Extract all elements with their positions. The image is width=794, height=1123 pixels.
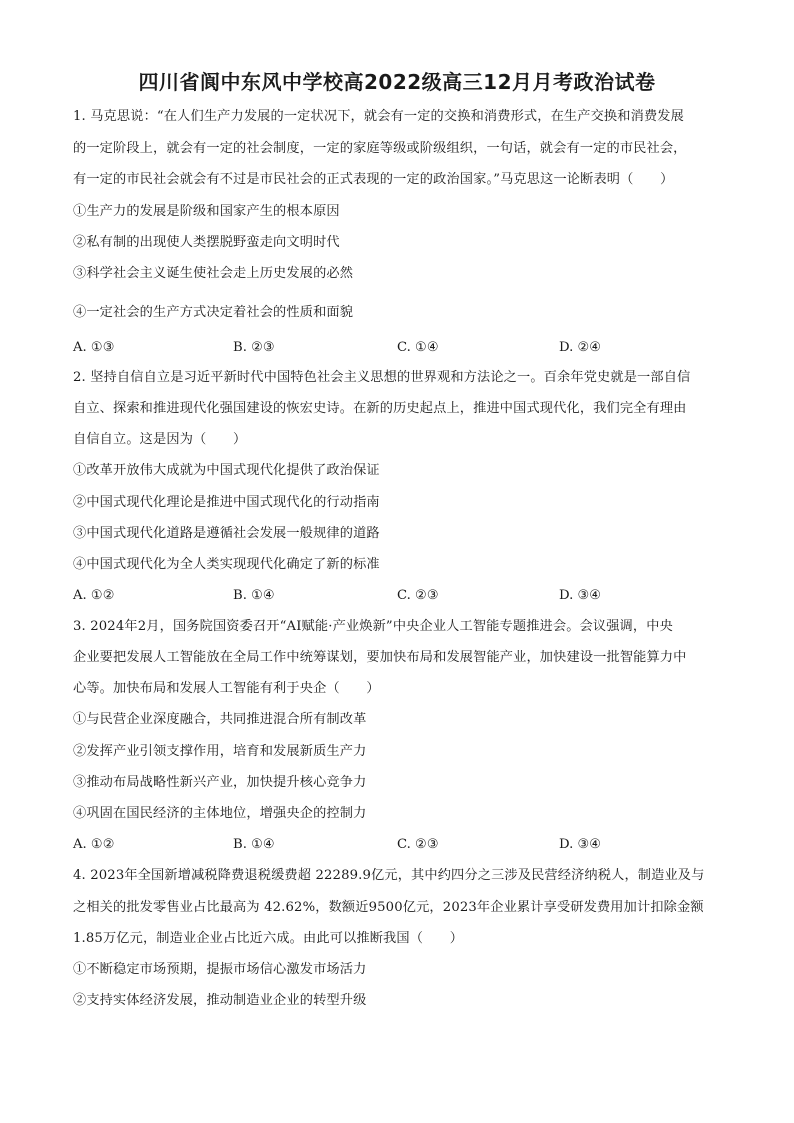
q1-option-a[interactable]: A. ①③ — [73, 340, 115, 355]
q3-stem-line-3: 心等。加快布局和发展人工智能有利于央企（ ） — [73, 681, 380, 696]
q2-option-d[interactable]: D. ③④ — [559, 588, 602, 603]
q3-item-4: ④巩固在国民经济的主体地位，增强央企的控制力 — [73, 806, 367, 821]
q3-option-d[interactable]: D. ③④ — [559, 837, 602, 852]
q1-option-c[interactable]: C. ①④ — [397, 340, 439, 355]
q3-item-2: ②发挥产业引领支撑作用，培育和发展新质生产力 — [73, 744, 367, 759]
q2-item-3: ③中国式现代化道路是遵循社会发展一般规律的道路 — [73, 526, 380, 541]
q1-stem-line-3: 有一定的市民社会就会有不过是市民社会的正式表现的一定的政治国家。”马克思这一论断表明（ ） — [73, 172, 674, 187]
page-title: 四川省阆中东风中学校高2022级高三12月月考政治试卷 — [138, 70, 656, 94]
q3-stem-line-1: 3. 2024年2月，国务院国资委召开“AI赋能·产业焕新”中央企业人工智能专题推进会。会议强调，中央 — [73, 619, 673, 634]
q3-options — [73, 835, 725, 855]
q2-option-b[interactable]: B. ①④ — [233, 588, 275, 603]
q3-item-1: ①与民营企业深度融合，共同推进混合所有制改革 — [73, 712, 367, 727]
q3-option-b[interactable]: B. ①④ — [233, 837, 275, 852]
q1-item-4: ④一定社会的生产方式决定着社会的性质和面貌 — [73, 305, 354, 320]
q2-options — [73, 586, 725, 606]
q1-options — [73, 338, 725, 358]
q2-option-a[interactable]: A. ①② — [73, 588, 115, 603]
q3-option-a[interactable]: A. ①② — [73, 837, 115, 852]
q1-option-d[interactable]: D. ②④ — [559, 340, 602, 355]
q4-item-2: ②支持实体经济发展，推动制造业企业的转型升级 — [73, 993, 367, 1008]
q2-option-c[interactable]: C. ②③ — [397, 588, 439, 603]
q1-stem-line-2: 的一定阶段上，就会有一定的社会制度，一定的家庭等级或阶级组织，一句话，就会有一定的市民社会， — [73, 141, 687, 156]
q3-option-c[interactable]: C. ②③ — [397, 837, 439, 852]
q2-item-2: ②中国式现代化理论是推进中国式现代化的行动指南 — [73, 495, 380, 510]
q1-option-b[interactable]: B. ②③ — [233, 340, 275, 355]
q2-stem-line-3: 自信自立。这是因为（ ） — [73, 432, 247, 447]
q2-item-1: ①改革开放伟大成就为中国式现代化提供了政治保证 — [73, 463, 380, 478]
q2-stem-line-1: 2. 坚持自信自立是习近平新时代中国特色社会主义思想的世界观和方法论之一。百余年党史就是一部自信 — [73, 370, 691, 385]
q1-item-2: ②私有制的出现使人类摆脱野蛮走向文明时代 — [73, 235, 340, 250]
q2-item-4: ④中国式现代化为全人类实现现代化确定了新的标准 — [73, 557, 380, 572]
q4-stem-line-2: 之相关的批发零售业占比最高为 42.62%，数额近9500亿元，2023年企业累计享受研发费用加计扣除金额 — [73, 900, 704, 915]
q1-item-1: ①生产力的发展是阶级和国家产生的根本原因 — [73, 204, 340, 219]
q1-stem-line-1: 1. 马克思说：“在人们生产力发展的一定状况下，就会有一定的交换和消费形式，在生产交换和消费发展 — [73, 109, 684, 124]
q3-stem-line-2: 企业要把发展人工智能放在全局工作中统筹谋划，要加快布局和发展智能产业，加快建设一批智能算力中 — [73, 650, 687, 665]
q2-stem-line-2: 自立、探索和推进现代化强国建设的恢宏史诗。在新的历史起点上，推进中国式现代化，我们完全有理由 — [73, 401, 687, 416]
q4-item-1: ①不断稳定市场预期，提振市场信心激发市场活力 — [73, 962, 367, 977]
q4-stem-line-1: 4. 2023年全国新增减税降费退税缓费超 22289.9亿元，其中约四分之三涉及民营经济纳税人，制造业及与 — [73, 868, 705, 883]
q4-stem-line-3: 1.85万亿元，制造业企业占比近六成。由此可以推断我国（ ） — [73, 931, 464, 946]
q1-item-3: ③科学社会主义诞生使社会走上历史发展的必然 — [73, 266, 354, 281]
q3-item-3: ③推动布局战略性新兴产业，加快提升核心竞争力 — [73, 775, 367, 790]
